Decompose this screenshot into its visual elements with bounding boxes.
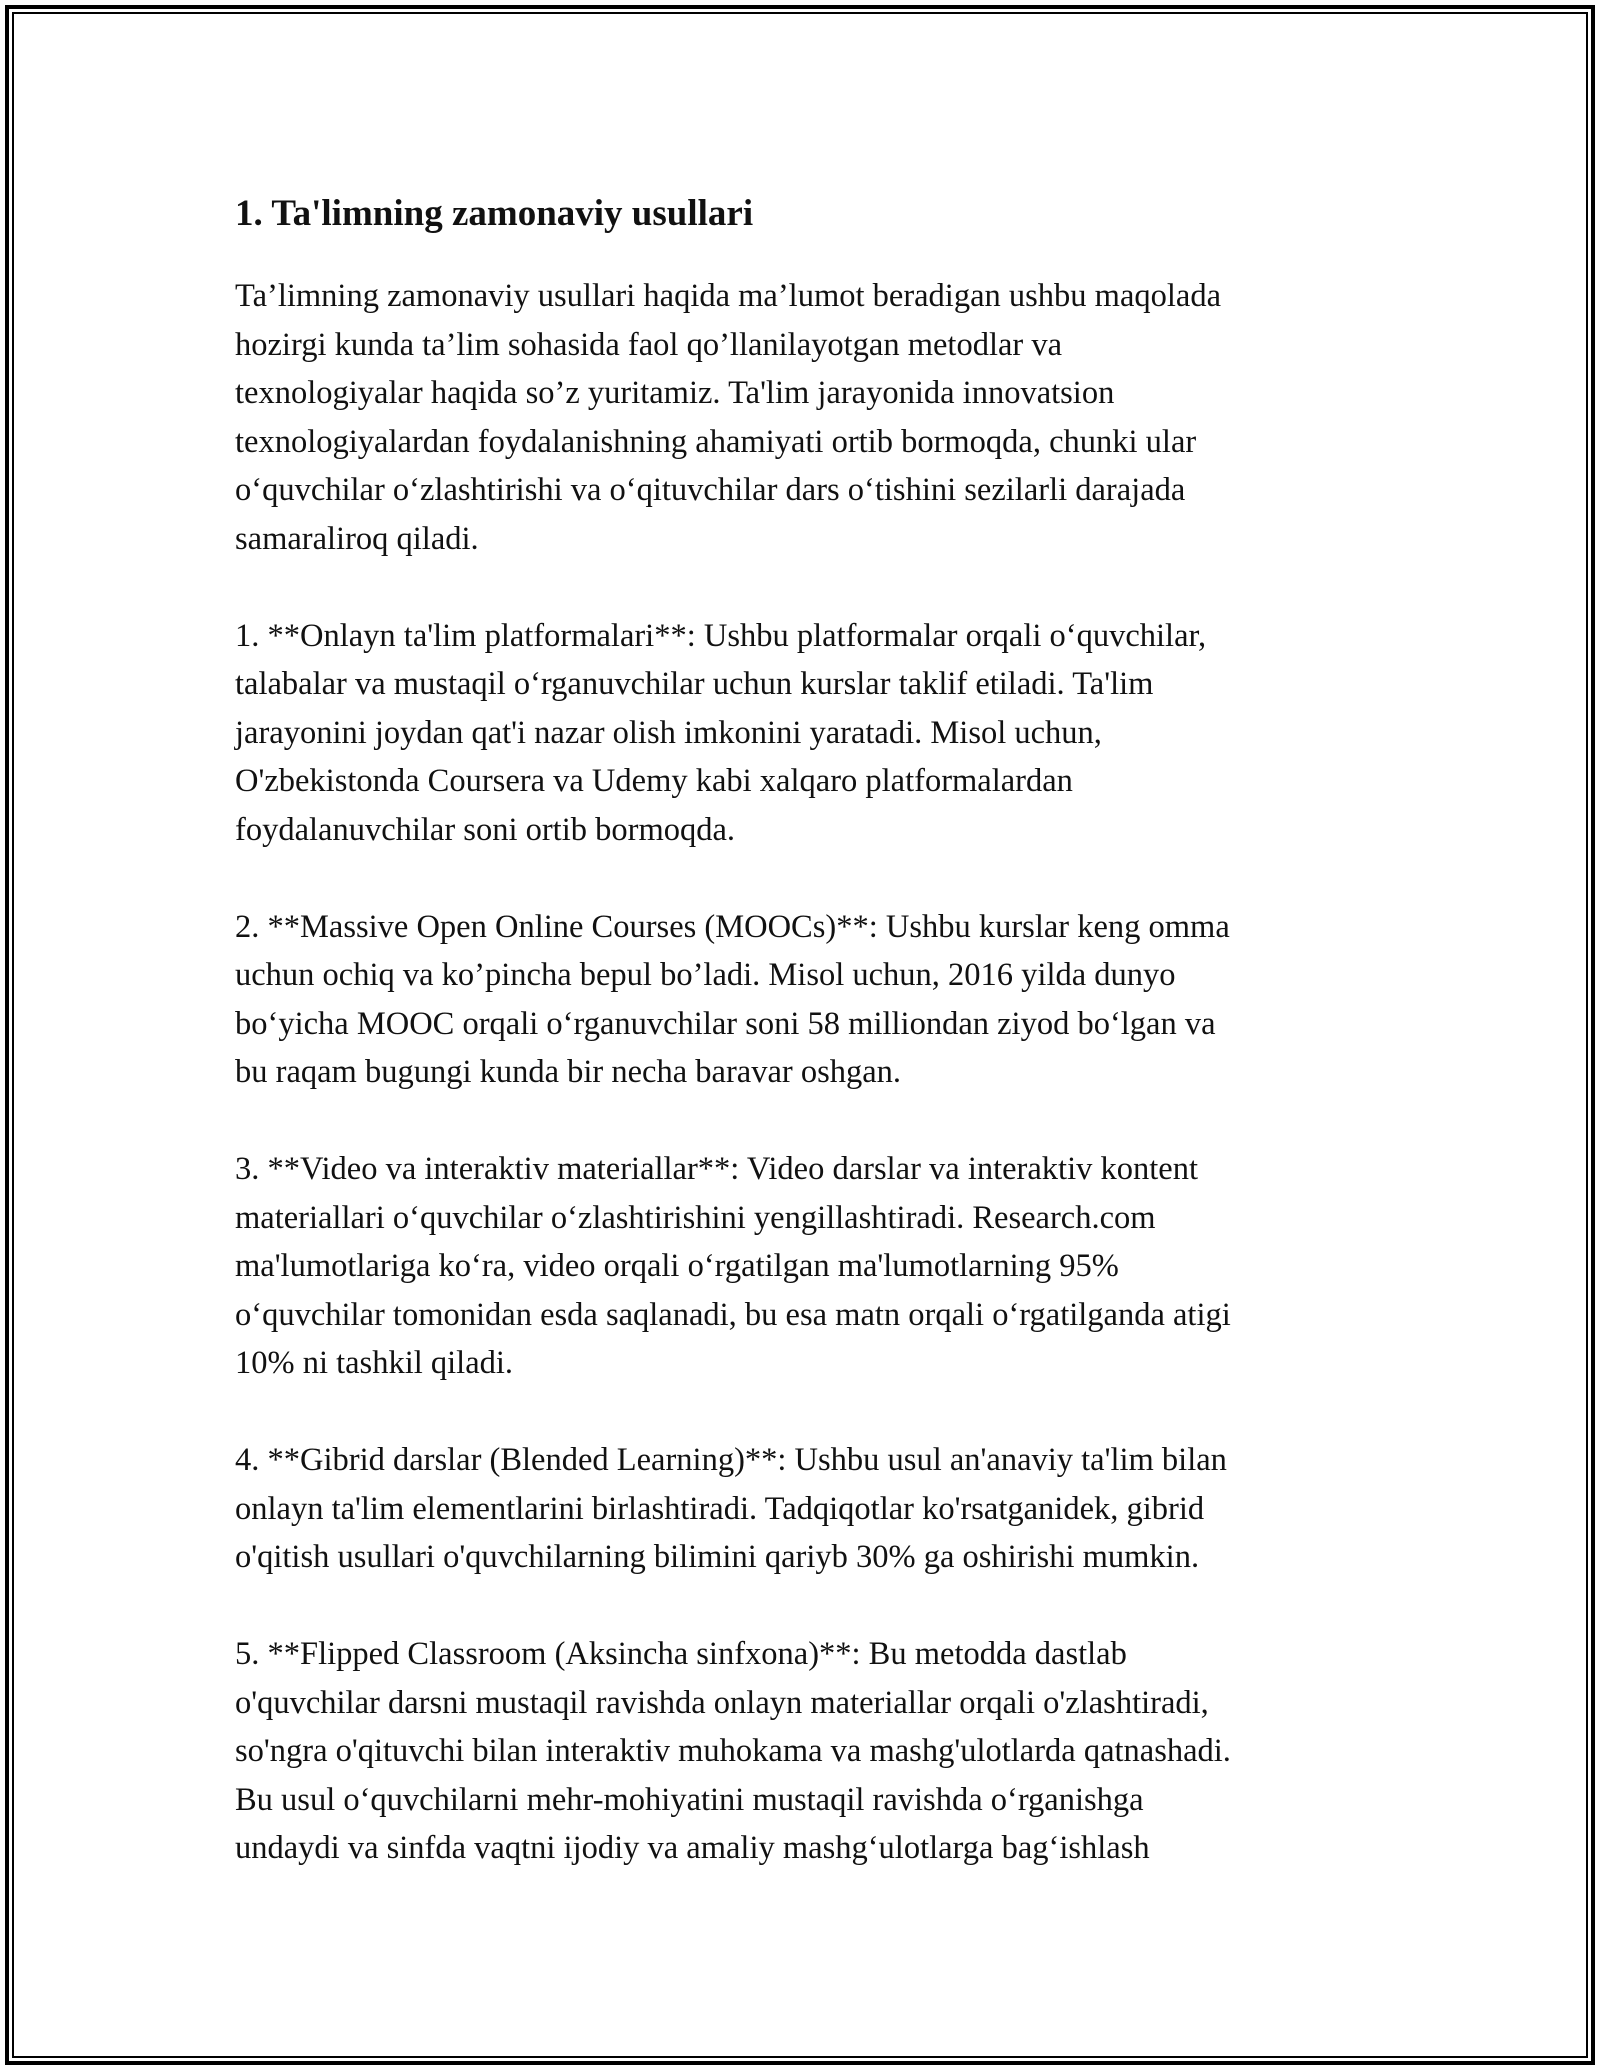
- text-line: 3. **Video va interaktiv materiallar**: Video darslar va interaktiv kontent: [235, 1151, 1198, 1187]
- text-line: o'quvchilar darsni mustaqil ravishda onlayn materiallar orqali o'zlashtiradi,: [235, 1684, 1209, 1721]
- text-line: uchun ochiq va ko’pincha bepul bo’ladi. Misol uchun, 2016 yilda dunyo: [235, 957, 1176, 993]
- text-line: o'qitish usullari o'quvchilarning bilimini qariyb 30% ga oshirishi mumkin.: [235, 1539, 1200, 1575]
- text-line: 5. **Flipped Classroom (Aksincha sinfxona)**: Bu metodda dastlab: [235, 1636, 1127, 1672]
- text-line: 2. **Massive Open Online Courses (MOOCs)**: Ushbu kurslar keng omma: [235, 908, 1230, 945]
- text-line: 4. **Gibrid darslar (Blended Learning)**: Ushbu usul an'anaviy ta'lim bilan: [235, 1442, 1227, 1478]
- list-item-blended-learning: [235, 1436, 1370, 1582]
- list-item-online-platforms: [235, 612, 1370, 855]
- text-line: so'ngra o'qituvchi bilan interaktiv muhokama va mashg'ulotlarda qatnashadi.: [235, 1733, 1231, 1769]
- text-line: materiallari o‘quvchilar o‘zlashtirishini yengillashtiradi. Research.com: [235, 1199, 1156, 1236]
- text-line: O'zbekistonda Coursera va Udemy kabi xalqaro platformalardan: [235, 763, 1073, 799]
- text-line: o‘quvchilar tomonidan esda saqlanadi, bu esa matn orqali o‘rgatilganda atigi: [235, 1296, 1231, 1333]
- text-line: samaraliroq qiladi.: [235, 520, 479, 557]
- text-line: 1. **Onlayn ta'lim platformalari**: Ushbu platformalar orqali o‘quvchilar,: [235, 617, 1207, 654]
- list-item-flipped-classroom: [235, 1630, 1370, 1873]
- text-line: onlayn ta'lim elementlarini birlashtiradi. Tadqiqotlar ko'rsatganidek, gibrid: [235, 1490, 1205, 1527]
- text-line: talabalar va mustaqil o‘rganuvchilar uchun kurslar taklif etiladi. Ta'lim: [235, 666, 1154, 702]
- text-line: bu raqam bugungi kunda bir necha baravar oshgan.: [235, 1054, 902, 1090]
- text-line: ma'lumotlariga ko‘ra, video orqali o‘rgatilgan ma'lumotlarning 95%: [235, 1248, 1119, 1284]
- section-heading: 1. Ta'limning zamonaviy usullari: [235, 193, 754, 234]
- text-line: undaydi va sinfda vaqtni ijodiy va amaliy mashg‘ulotlarga bag‘ishlash: [235, 1830, 1150, 1866]
- intro-paragraph: [235, 272, 1370, 563]
- text-line: foydalanuvchilar soni ortib bormoqda.: [235, 811, 736, 848]
- text-line: 10% ni tashkil qiladi.: [235, 1345, 514, 1381]
- text-line: texnologiyalar haqida so’z yuritamiz. Ta'lim jarayonida innovatsion: [235, 375, 1115, 411]
- text-line: hozirgi kunda ta’lim sohasida faol qo’llanilayotgan metodlar va: [235, 326, 1063, 363]
- text-line: Bu usul o‘quvchilarni mehr-mohiyatini mustaqil ravishda o‘rganishga: [235, 1781, 1144, 1818]
- text-line: o‘quvchilar o‘zlashtirishi va o‘qituvchilar dars o‘tishini sezilarli darajada: [235, 472, 1186, 508]
- text-line: jarayonini joydan qat'i nazar olish imkonini yaratadi. Misol uchun,: [235, 714, 1102, 751]
- list-item-moocs: [235, 903, 1370, 1097]
- text-line: texnologiyalardan foydalanishning ahamiyati ortib bormoqda, chunki ular: [235, 423, 1197, 460]
- text-line: Ta’limning zamonaviy usullari haqida ma’lumot beradigan ushbu maqolada: [235, 278, 1221, 314]
- text-line: bo‘yicha MOOC orqali o‘rganuvchilar soni 58 milliondan ziyod bo‘lgan va: [235, 1005, 1216, 1042]
- list-item-video-materials: [235, 1145, 1370, 1388]
- document-body: [235, 186, 1370, 1921]
